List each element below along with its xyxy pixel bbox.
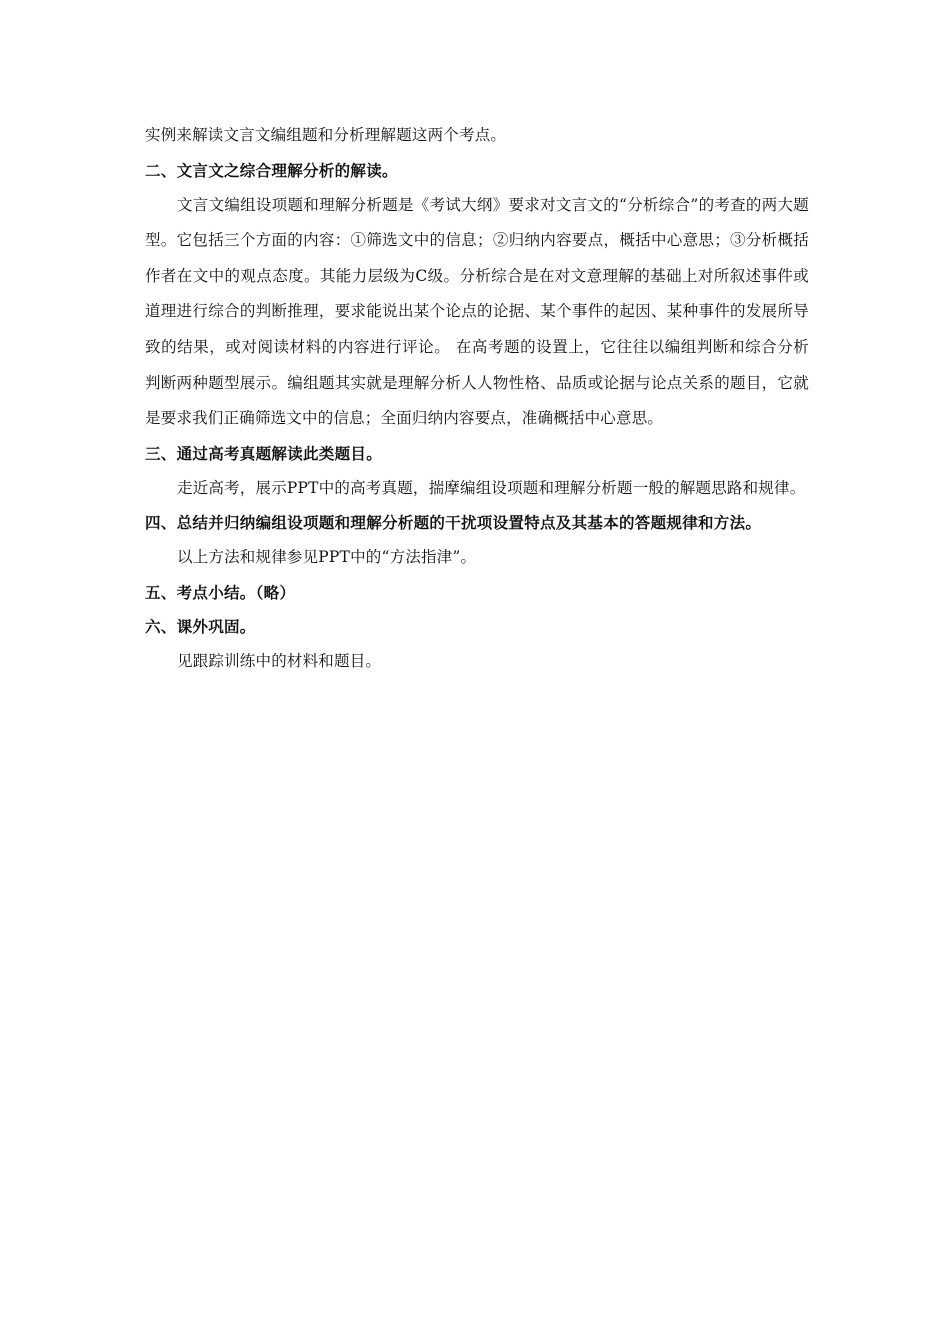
- section-heading-3: 三、通过高考真题解读此类题目。: [145, 444, 383, 463]
- section-heading-5: 五、考点小结。（略）: [145, 583, 296, 602]
- section-3-paragraph: 走近高考，展示PPT中的高考真题，揣摩编组设项题和理解分析题一般的解题思路和规律。: [177, 478, 806, 497]
- section-heading-6: 六、课外巩固。: [145, 617, 256, 636]
- section-6-paragraph: 见跟踪训练中的材料和题目。: [177, 651, 382, 670]
- section-heading-4: 四、总结并归纳编组设项题和理解分析题的干扰项设置特点及其基本的答题规律和方法。: [145, 514, 762, 533]
- continued-paragraph: 实例来解读文言文编组题和分析理解题这两个考点。: [145, 126, 507, 144]
- section-heading-2: 二、文言文之综合理解分析的解读。: [145, 161, 398, 180]
- section-4-paragraph: 以上方法和规律参见PPT中的“方法指津”。: [177, 548, 477, 567]
- section-2-paragraph: 文言文编组设项题和理解分析题是《考试大纲》要求对文言文的“分析综合”的考查的两大题型。它包括三个方面的内容：①筛选文中的信息；②归纳内容要点，概括中心意思；③分析概括作者在文中的观点态度。其能力层级为C级。分析综合是在对文意理解的基础上对所叙述事件或道理进行综合的判断推理，要求能说出某个论点的论据、某个事件的起因、某种事件的发展所导致的结果，或对阅读材料的内容进行评论。 在高考题的设置上，它往往以编组判断和综合分析判断两种题型展示。编组题其实就是理解分析人人物性格、品质或论据与论点关系的题目，它就是要求我们正确筛选文中的信息；全面归纳内容要点，准确概括中心意思。: [145, 195, 809, 428]
- document-body: [145, 118, 809, 680]
